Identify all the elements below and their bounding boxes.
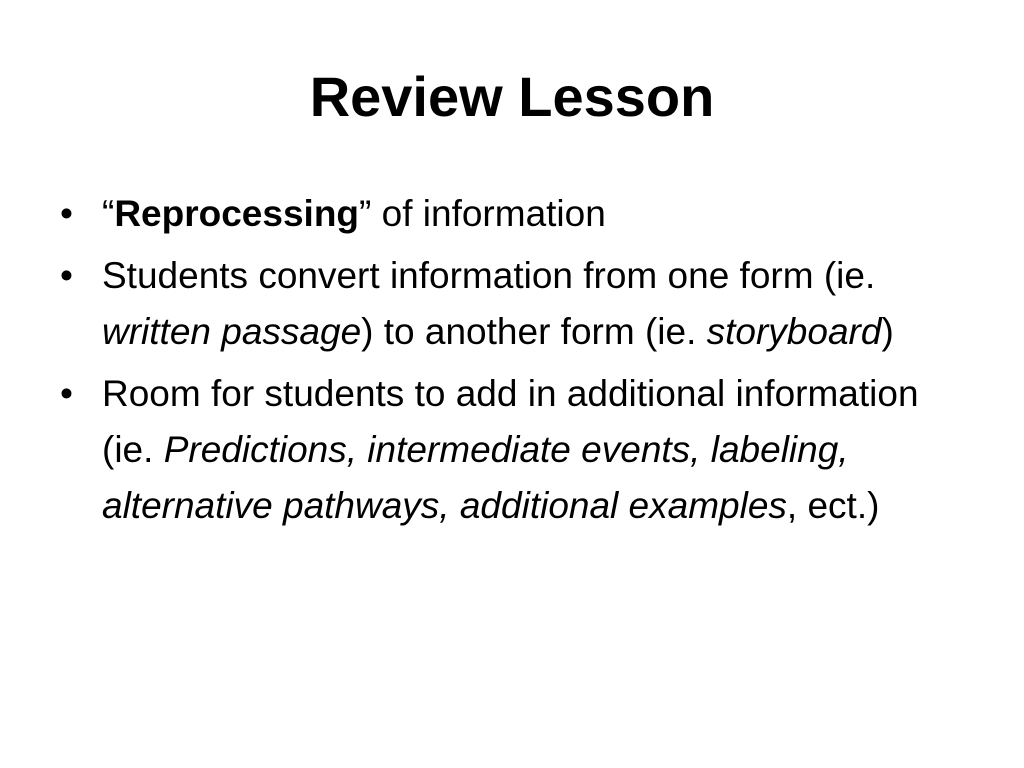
bullet-text [102, 193, 606, 234]
italic-example: written passage [102, 311, 362, 352]
bullet-item-convert [58, 248, 958, 360]
bullet-text-part: Students convert information from one form (ie. [102, 255, 876, 296]
bold-term: Reprocessing [114, 193, 360, 234]
bullet-icon: • [60, 193, 73, 234]
italic-examples: Predictions, intermediate events, labeling, alternative pathways, additional examples [102, 429, 849, 526]
bullet-text-tail: ” of information [359, 193, 606, 234]
bullet-icon: • [60, 255, 73, 296]
bullet-item-room [58, 366, 958, 534]
bullet-text [102, 373, 919, 526]
bullet-list [58, 186, 958, 540]
bullet-text [102, 255, 894, 352]
bullet-text-part: ) [881, 311, 894, 352]
bullet-item-reprocessing [58, 186, 958, 242]
slide-title: Review Lesson [309, 65, 715, 128]
bullet-icon: • [60, 373, 73, 414]
open-quote: “ [102, 193, 115, 234]
bullet-text-part: ) to another form (ie. [361, 311, 707, 352]
bullet-text-part: Room for students to add in additional information (ie. [102, 373, 919, 470]
bullet-text-part: , ect.) [786, 485, 880, 526]
italic-example: storyboard [706, 311, 882, 352]
